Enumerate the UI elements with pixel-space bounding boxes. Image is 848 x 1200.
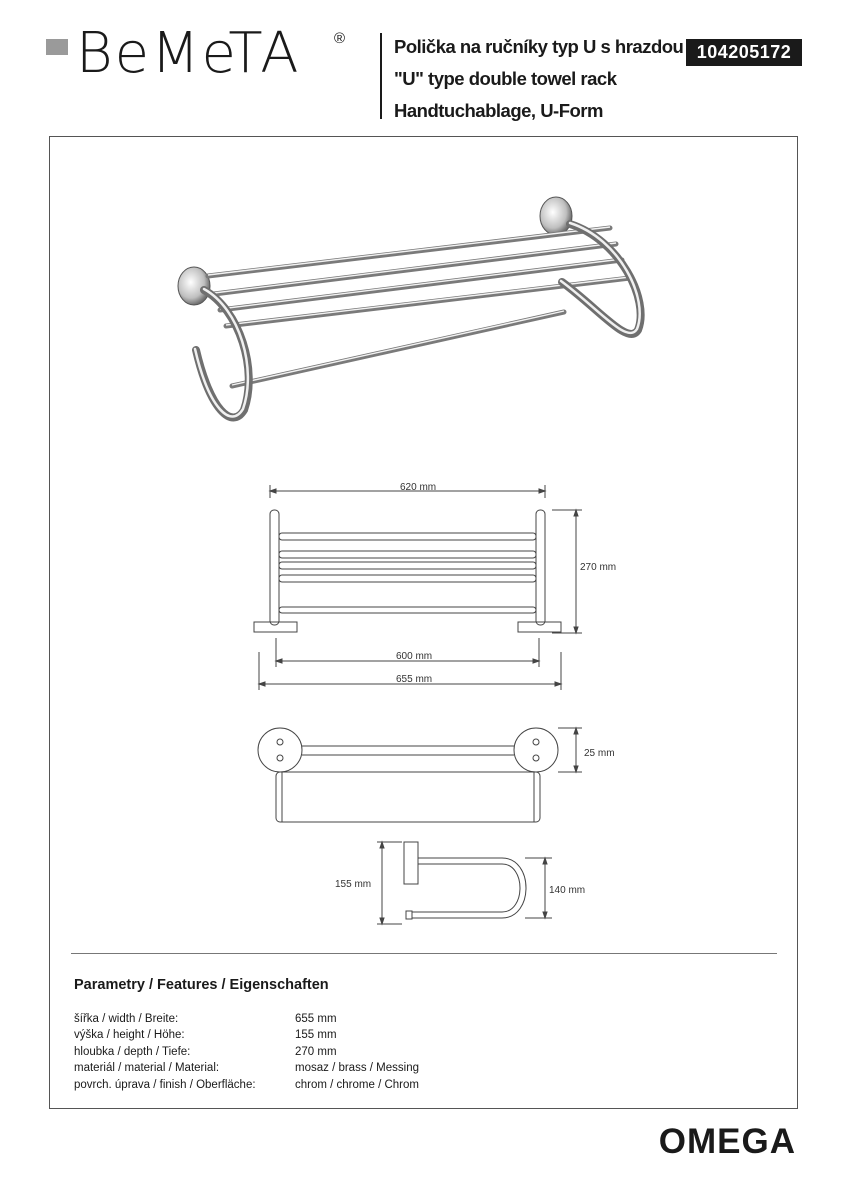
title-german: Handtuchablage, U-Form [394, 100, 603, 121]
feature-row-width [74, 1011, 419, 1027]
feature-label: šířka / width / Breite: [74, 1013, 179, 1025]
dim-label-height-270: 270 mm [580, 562, 617, 573]
feature-label: výška / height / Höhe: [74, 1029, 185, 1042]
feature-label: materiál / material / Material: [74, 1062, 220, 1075]
feature-row-finish [74, 1077, 419, 1093]
feature-label: povrch. úprava / finish / Oberfläche: [74, 1078, 256, 1091]
feature-row-material [74, 1060, 419, 1076]
feature-value: 155 mm [295, 1029, 337, 1042]
header-divider [380, 33, 382, 119]
dim-label-width-600: 600 mm [396, 651, 433, 662]
title-english: "U" type double towel rack [394, 68, 617, 89]
feature-value: chrom / chrome / Chrom [295, 1078, 419, 1091]
product-code-badge: 104205172 [686, 39, 802, 66]
technical-drawing [230, 480, 630, 940]
feature-label: hloubka / depth / Tiefe: [74, 1045, 191, 1058]
dim-label-25: 25 mm [584, 748, 615, 759]
feature-value: mosaz / brass / Messing [295, 1062, 419, 1075]
dim-label-width-655: 655 mm [396, 674, 433, 685]
brand-logo: BeMeTA [76, 21, 301, 86]
series-name: OMEGA [658, 1122, 796, 1161]
dim-label-155: 155 mm [335, 879, 372, 890]
logo-mark [46, 39, 68, 55]
feature-value: 655 mm [295, 1013, 337, 1025]
features-divider [71, 953, 777, 954]
dim-label-width-620: 620 mm [400, 482, 437, 493]
features-table [74, 1011, 419, 1093]
title-czech: Polička na ručníky typ U s hrazdou [394, 36, 684, 57]
feature-row-depth [74, 1044, 419, 1060]
features-heading: Parametry / Features / Eigenschaften [74, 977, 329, 993]
dim-label-140: 140 mm [549, 885, 586, 896]
registered-mark: ® [334, 30, 346, 47]
product-photo [170, 190, 660, 435]
feature-value: 270 mm [295, 1045, 337, 1058]
feature-row-height [74, 1027, 419, 1043]
